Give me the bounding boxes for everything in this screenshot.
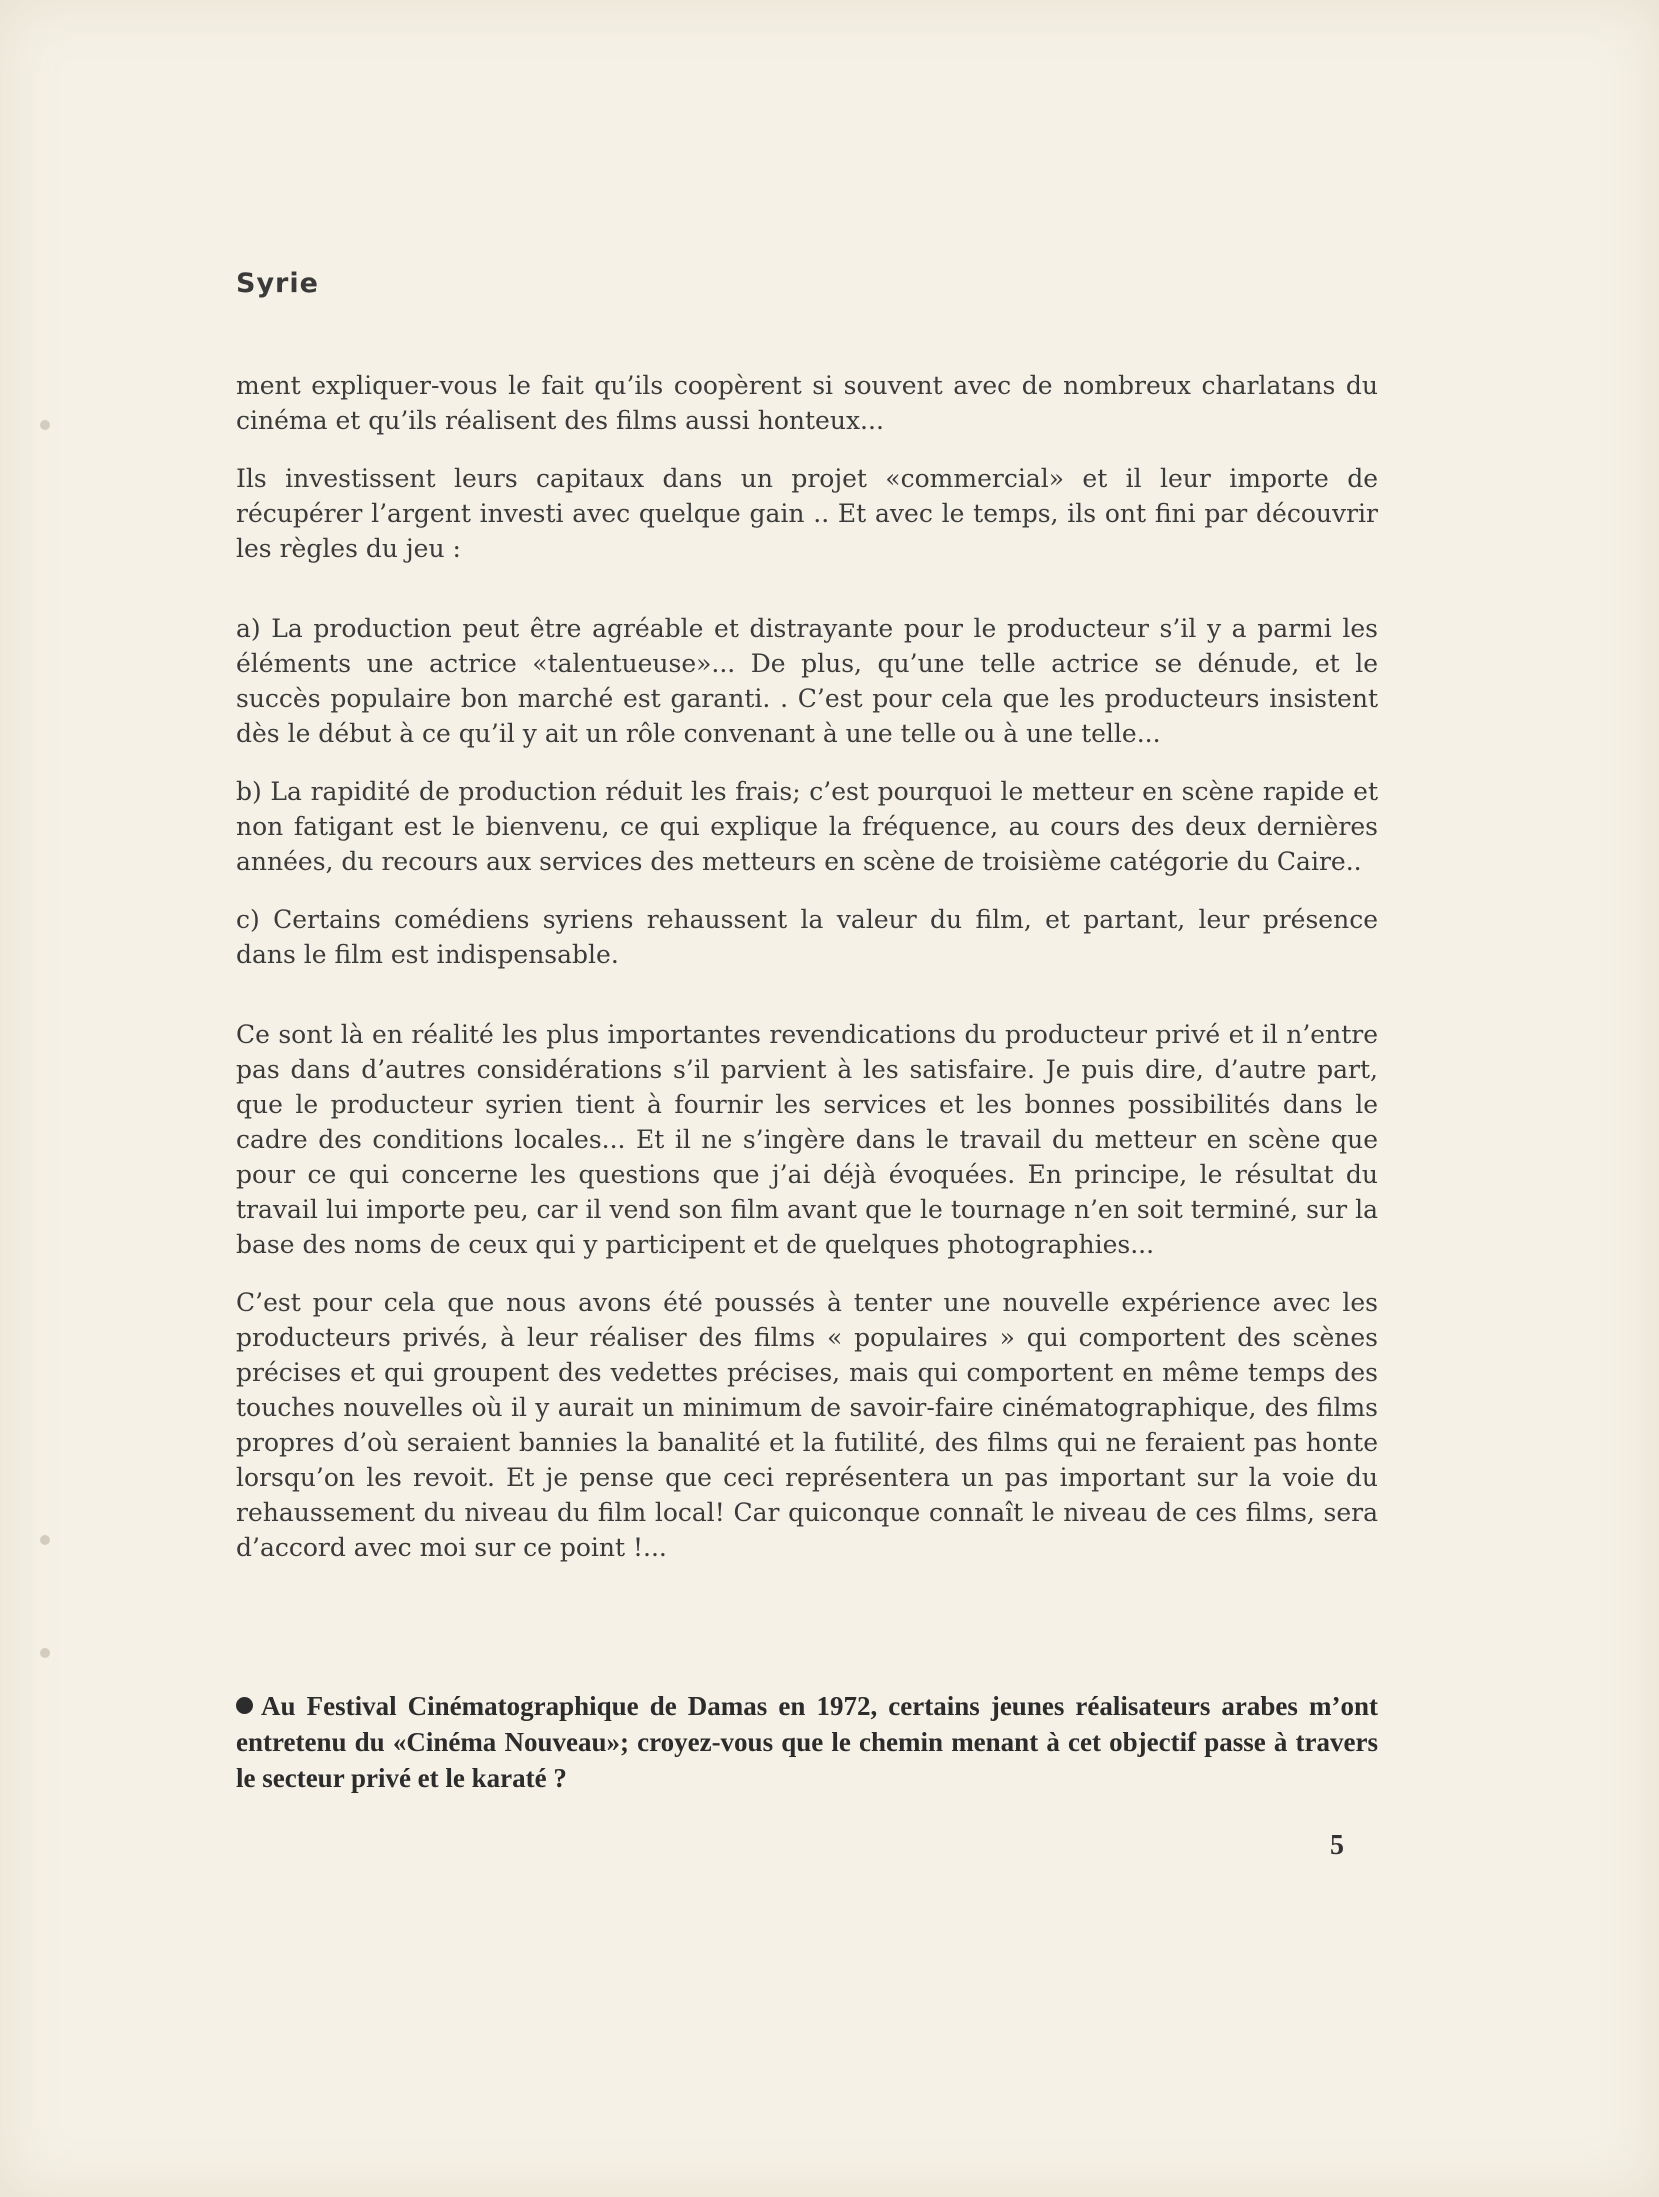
scan-speck [40, 420, 50, 430]
paragraph-rule-b: b) La rapidité de production réduit les frais; c’est pourquoi le metteur en scène rapide et non fatigant est le bienvenu, ce qui explique la fréquence, au cours des deux dernières années, du recours aux services des metteurs en scène de troisième catégorie du Caire.. [236, 777, 1378, 876]
paragraph-rule-a: a) La production peut être agréable et distrayante pour le producteur s’il y a parmi les éléments une actrice «talentueuse»... De plus, qu’une telle actrice se dénude, et le succès populaire bon marché est garanti. . C’est pour cela que les producteurs insistent dès le début à ce qu’il y ait un rôle convenant à une telle ou à une telle... [236, 614, 1378, 748]
paragraph-investment: Ils investissent leurs capitaux dans un projet «commercial» et il leur importe de récupérer l’argent investi avec quelque gain .. Et avec le temps, ils ont fini par découvrir les règles du jeu : [236, 464, 1378, 563]
section-header: Syrie [236, 268, 319, 299]
paragraph-continuation: ment expliquer-vous le fait qu’ils coopèrent si souvent avec de nombreux charlatans du cinéma et qu’ils réalisent des films aussi honteux... [236, 371, 1378, 435]
page-number: 5 [1330, 1830, 1344, 1861]
scan-speck [40, 1535, 50, 1545]
bullet-icon [236, 1697, 253, 1714]
paragraph-rule-c: c) Certains comédiens syriens rehaussent la valeur du film, et partant, leur présence dans le film est indispensable. [236, 905, 1378, 969]
body-text [236, 368, 1378, 1588]
question-text: Au Festival Cinématographique de Damas en 1972, certains jeunes réalisateurs arabes m’ont entretenu du «Cinéma Nouveau»; croyez-vous que le chemin menant à cet objectif passe à travers le secteur privé et le karaté ? [236, 1691, 1378, 1793]
scan-speck [40, 1648, 50, 1658]
paragraph-producer-demands: Ce sont là en réalité les plus importantes revendications du producteur privé et il n’entre pas dans d’autres considérations s’il parvient à les satisfaire. Je puis dire, d’autre part, que le producteur syrien tient à fournir les services et les bonnes possibilités dans le cadre des conditions locales... Et il ne s’ingère dans le travail du metteur en scène que pour ce qui concerne les questions que j’ai déjà évoquées. En principe, le résultat du travail lui importe peu, car il vend son film avant que le tournage n’en soit terminé, sur la base des noms de ceux qui y participent et de quelques photographies... [236, 1020, 1378, 1259]
interview-question [236, 1688, 1378, 1796]
paragraph-new-experience: C’est pour cela que nous avons été poussés à tenter une nouvelle expérience avec les producteurs privés, à leur réaliser des films « populaires » qui comportent des scènes précises et qui groupent des vedettes précises, mais qui comportent en même temps des touches nouvelles où il y aurait un minimum de savoir-faire cinématographique, des films propres d’où seraient bannies la banalité et la futilité, des films qui ne feraient pas honte lorsqu’on les revoit. Et je pense que ceci représentera un pas important sur la voie du rehaussement du niveau du film local! Car quiconque connaît le niveau de ces films, sera d’accord avec moi sur ce point !... [236, 1288, 1378, 1562]
